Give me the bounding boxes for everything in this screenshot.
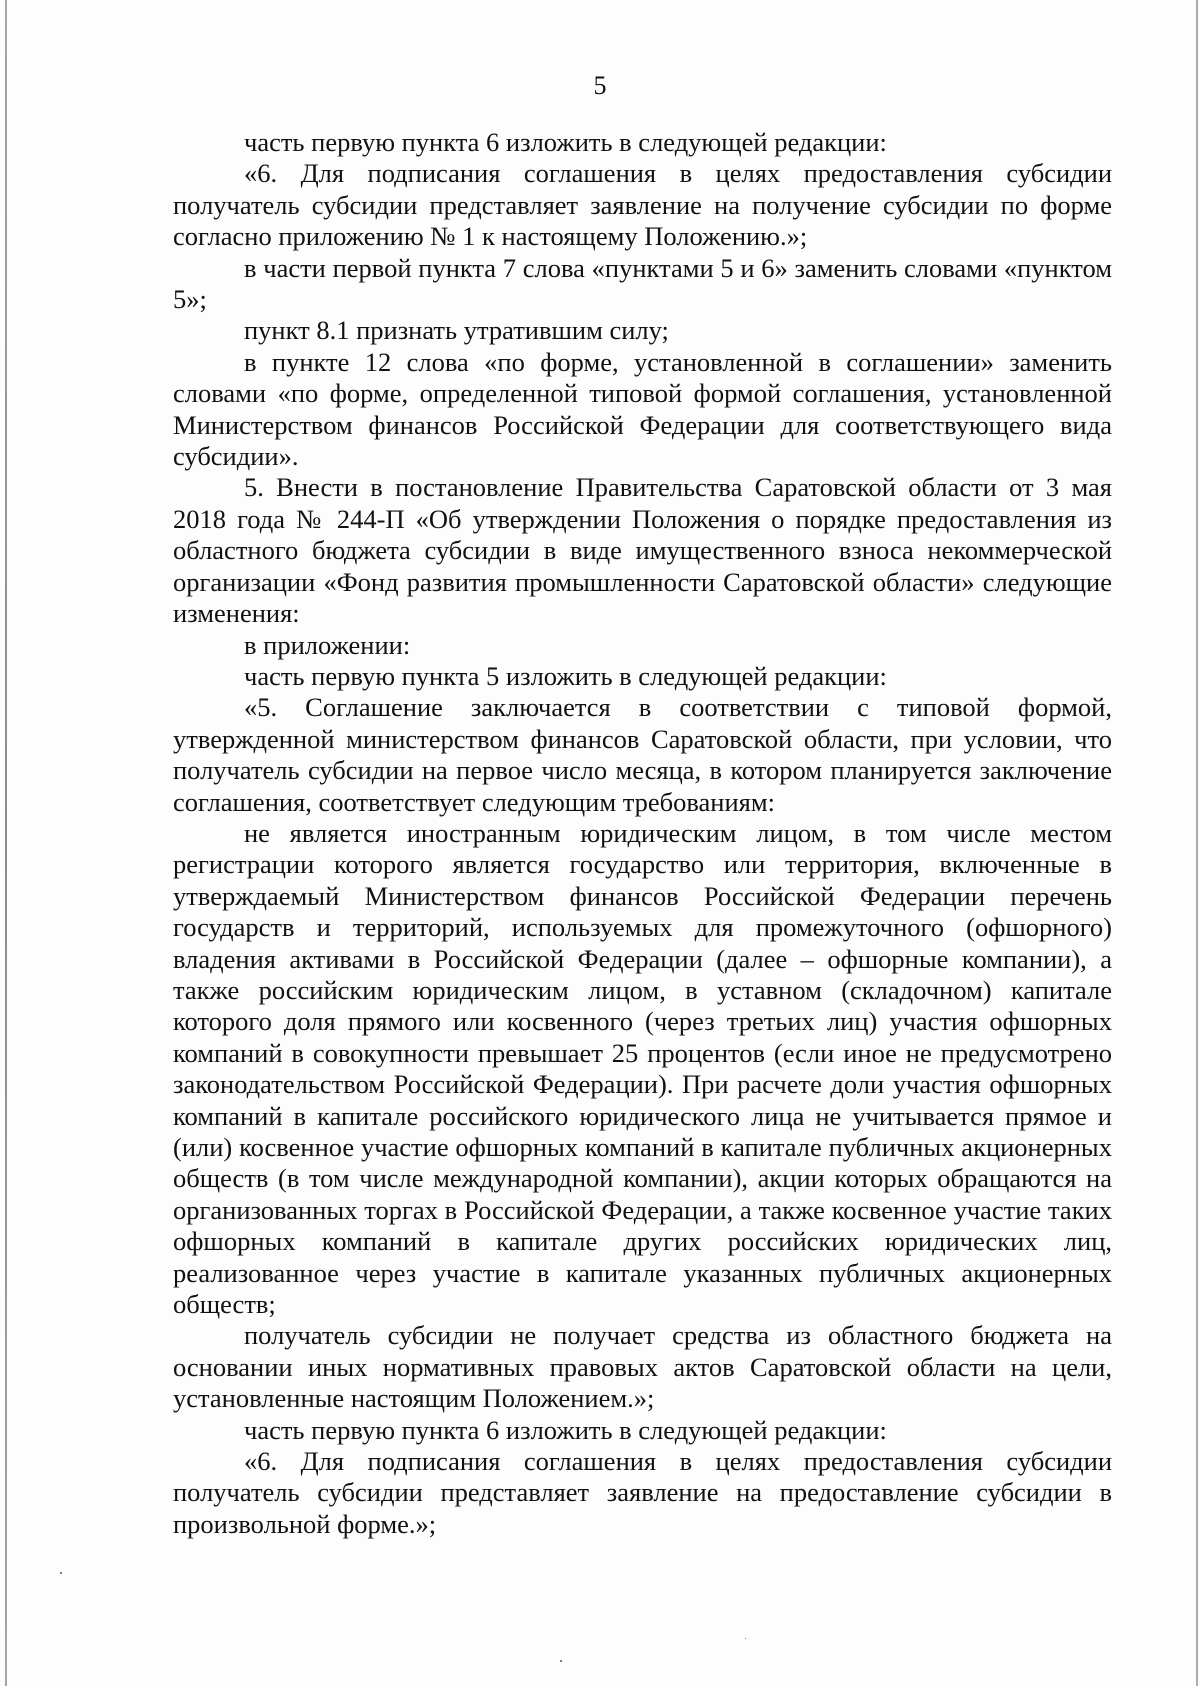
scan-speck [745,1638,746,1639]
paragraph: не является иностранным юридическим лицом, в том числе местом регистрации которого является государство или территория, включенные в утверждаемый Министерством финансов Российской Федерации перечень государств и территорий, используемых для промежуточного (офшорного) владения активами в Российской Федерации (далее – офшорные компании), а также российским юридическим лицом, в уставном (складочном) капитале которого доля прямого или косвенного (через третьих лиц) участия офшорных компаний в совокупности превышает 25 процентов (если иное не предусмотрено законодательством Российской Федерации). При расчете доли участия офшорных компаний в капитале российского юридического лица не учитывается прямое и (или) косвенное участие офшорных компаний в капитале публичных акционерных обществ (в том числе международной компании), акции которых обращаются на организованных торгах в Российской Федерации, а также косвенное участие таких офшорных компаний в капитале других российских юридических лиц, реализованное через участие в капитале указанных публичных акционерных обществ; [173,817,1112,1320]
paragraph: часть первую пункта 6 изложить в следующей редакции: [244,127,887,157]
scan-edge-left [5,0,7,1686]
paragraph: в приложении: [244,629,411,660]
document-body [173,127,1112,1540]
paragraph: «5. Соглашение заключается в соответствии с типовой формой, утвержденной министерством финансов Саратовской области, при условии, что получатель субсидии на первое число месяца, в котором планируется заключение соглашения, соответствует следующим требованиям: [173,692,1112,817]
paragraph: в пункте 12 слова «по форме, установленной в соглашении» заменить словами «по форме, определенной типовой формой соглашения, установленной Министерством финансов Российской Федерации для соответствующего вида субсидии». [173,346,1112,472]
paragraph: часть первую пункта 5 изложить в следующей редакции: [244,660,887,691]
paragraph: «6. Для подписания соглашения в целях предоставления субсидии получатель субсидии представляет заявление на предоставление субсидии в произвольной форме.»; [173,1446,1112,1539]
scan-speck [560,1660,562,1662]
scan-speck [60,1572,62,1574]
paragraph: часть первую пункта 6 изложить в следующей редакции: [244,1414,887,1445]
paragraph: в части первой пункта 7 слова «пунктами 5 и 6» заменить словами «пунктом 5»; [173,252,1112,315]
paragraph: «6. Для подписания соглашения в целях предоставления субсидии получатель субсидии представляет заявление на получение субсидии по форме согласно приложению № 1 к настоящему Положению.»; [173,158,1112,252]
paragraph: получатель субсидии не получает средства из областного бюджета на основании иных нормативных правовых актов Саратовской области на цели, установленные настоящим Положением.»; [173,1320,1112,1414]
paragraph: 5. Внести в постановление Правительства Саратовской области от 3 мая 2018 года № 244-П «Об утверждении Положения о порядке предоставления из областного бюджета субсидии в виде имущественного взноса некоммерческой организации «Фонд развития промышленности Саратовской области» следующие изменения: [173,472,1112,629]
paragraph: пункт 8.1 признать утратившим силу; [244,315,669,346]
scan-edge-right [1196,0,1198,1686]
page-number: 5 [593,71,607,100]
